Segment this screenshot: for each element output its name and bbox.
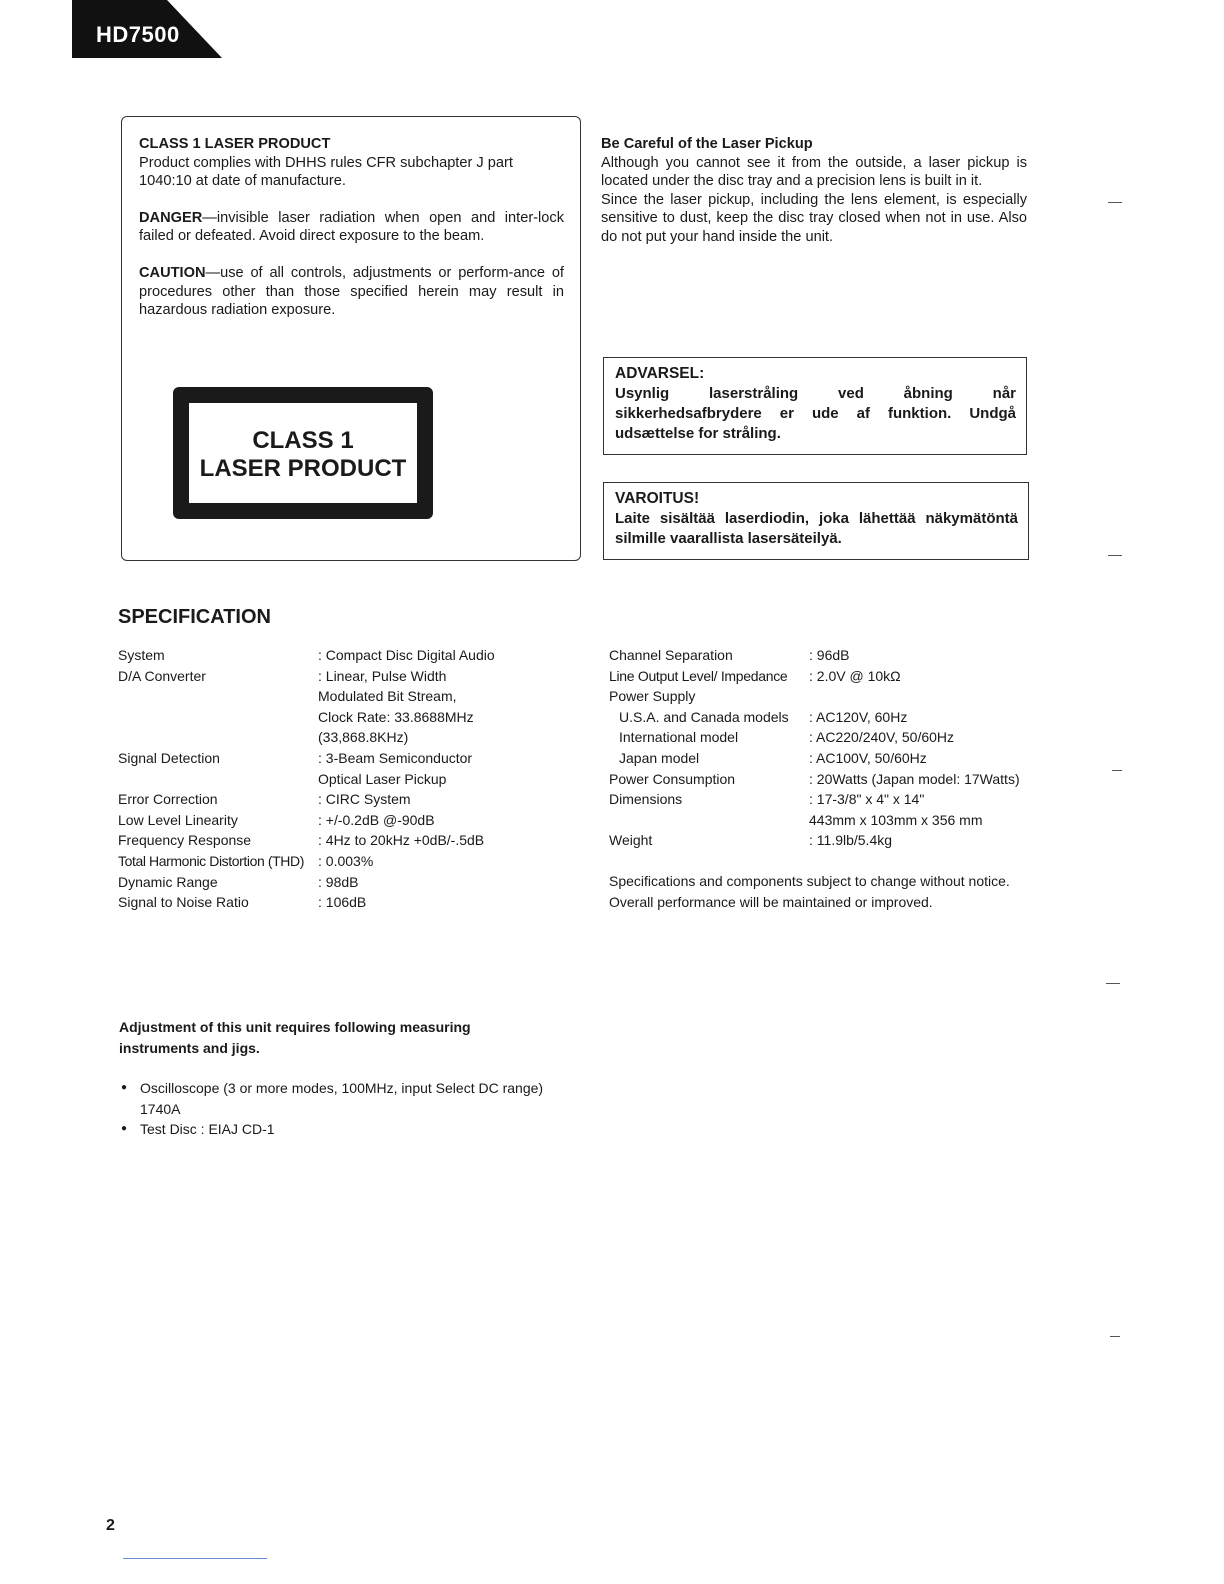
laser-pickup-title: Be Careful of the Laser Pickup: [601, 136, 813, 152]
spec-label: Weight: [609, 832, 653, 849]
bullet-icon: ●: [121, 1082, 128, 1093]
spec-label: Power Consumption: [609, 770, 736, 787]
spec-label: Signal to Noise Ratio: [118, 894, 249, 911]
label-line-2: LASER PRODUCT: [199, 455, 407, 482]
varoitus-body: Laite sisältää laserdiodin, joka lähettää näkymätöntä silmille vaarallista lasersäteilyä.: [615, 510, 1018, 547]
spec-table-right: [609, 645, 1049, 851]
advarsel-body: Usynlig laserstråling ved åbning når sikkerhedsafbrydere er ude af funktion. Undgå udsættelse for stråling.: [615, 385, 1016, 442]
spec-value: : 98dB: [318, 873, 359, 890]
spec-row: [609, 645, 1049, 666]
spec-note-line-2: Overall performance will be maintained or improved.: [609, 893, 933, 910]
spec-label: Japan model: [619, 749, 700, 766]
spec-label: Signal Detection: [118, 749, 220, 766]
spec-value: : Compact Disc Digital Audio: [318, 647, 495, 663]
varoitus-box: [603, 482, 1029, 560]
spec-row: [118, 872, 558, 893]
adjustment-list: [119, 1078, 549, 1140]
spec-row: [609, 707, 1049, 728]
laser-pickup-para-1: Although you cannot see it from the outside, a laser pickup is located under the disc tray and a precision lens is built in it.: [601, 154, 1027, 190]
spec-value: : 0.003%: [318, 852, 374, 869]
spec-note: [609, 871, 1010, 912]
class-title: CLASS 1 LASER PRODUCT: [139, 136, 331, 152]
spec-row: [609, 748, 1049, 769]
spec-row: [609, 789, 1049, 830]
spec-value: : 2.0V @ 10kΩ: [809, 667, 901, 684]
spec-label: Power Supply: [609, 688, 696, 705]
advarsel-box: [603, 357, 1027, 455]
model-number: HD7500: [96, 22, 180, 47]
spec-label: Line Output Level/ Impedance: [609, 667, 788, 684]
spec-row: [118, 851, 558, 872]
spec-value: : CIRC System: [318, 791, 411, 808]
spec-label: Channel Separation: [609, 647, 733, 663]
spec-value: : Linear, Pulse Width Modulated Bit Stream, Clock Rate: 33.8688MHz (33,868.8KHz): [318, 667, 474, 746]
spec-row: [118, 789, 558, 810]
spec-value: : 3-Beam Semiconductor Optical Laser Pickup: [318, 749, 473, 787]
spec-value: [809, 686, 1049, 707]
spec-row: [609, 686, 1049, 707]
spec-row: [118, 645, 558, 666]
laser-pickup-para-2: Since the laser pickup, including the lens element, is especially sensitive to dust, keep the disc tray closed when not in use. Also do not put your hand inside the unit.: [601, 191, 1027, 245]
spec-value: : AC120V, 60Hz: [809, 708, 908, 725]
edge-mark: [1112, 770, 1122, 771]
spec-value: : +/-0.2dB @-90dB: [318, 811, 435, 828]
caution-label: CAUTION: [139, 264, 206, 281]
specification-title: SPECIFICATION: [118, 606, 271, 628]
spec-label: Dynamic Range: [118, 873, 218, 890]
spec-value: : 11.9lb/5.4kg: [809, 832, 893, 849]
varoitus-title: VAROITUS!: [615, 490, 700, 507]
spec-label: U.S.A. and Canada models: [619, 708, 789, 725]
caution-text: —use of all controls, adjustments or perform-ance of procedures other than those specified herein may result in hazardous radiation exposure.: [139, 264, 564, 319]
spec-label: D/A Converter: [118, 667, 206, 684]
spec-value: : 17-3/8" x 4" x 14" 443mm x 103mm x 356 mm: [809, 791, 983, 828]
edge-mark: [1110, 1336, 1120, 1337]
spec-value: : 96dB: [809, 647, 850, 663]
spec-row: [118, 892, 558, 913]
class1-laser-label: [173, 387, 433, 519]
adjustment-title: Adjustment of this unit requires following measuring instruments and jigs.: [119, 1019, 471, 1056]
spec-row: [609, 666, 1049, 687]
spec-label: Error Correction: [118, 791, 218, 808]
spec-value: : 106dB: [318, 894, 367, 911]
spec-table-left: [118, 645, 558, 913]
page-number: 2: [106, 1517, 115, 1534]
spec-label: International model: [619, 729, 739, 746]
list-item: [119, 1078, 549, 1119]
spec-row: [118, 748, 558, 789]
spec-label: Frequency Response: [118, 832, 252, 849]
footer-rule: [123, 1558, 267, 1559]
spec-note-line-1: Specifications and components subject to change without notice.: [609, 873, 1010, 889]
spec-row: [609, 727, 1049, 748]
compliance-text: Product complies with DHHS rules CFR subchapter J part 1040:10 at date of manufacture.: [139, 154, 513, 190]
spec-row: [118, 810, 558, 831]
list-item: [119, 1119, 549, 1140]
spec-value: : 20Watts (Japan model: 17Watts): [809, 770, 1020, 787]
spec-label: System: [118, 647, 165, 663]
edge-mark: [1106, 983, 1120, 984]
laser-pickup-notice: [601, 135, 1027, 247]
list-item-text: Oscilloscope (3 or more modes, 100MHz, input Select DC range) 1740A: [140, 1080, 544, 1117]
spec-row: [118, 830, 558, 851]
spec-label: Total Harmonic Distortion (THD): [118, 852, 304, 869]
model-tab: [72, 0, 222, 58]
bullet-icon: ●: [121, 1123, 128, 1135]
edge-mark: [1108, 202, 1122, 203]
spec-row: [609, 769, 1049, 790]
spec-value: : 4Hz to 20kHz +0dB/-.5dB: [318, 832, 485, 849]
spec-value: : AC220/240V, 50/60Hz: [809, 729, 955, 746]
list-item-text: Test Disc : EIAJ CD-1: [140, 1121, 275, 1138]
spec-label: Dimensions: [609, 791, 683, 808]
spec-row: [609, 830, 1049, 851]
spec-row: [118, 666, 558, 748]
danger-label: DANGER: [139, 209, 203, 226]
advarsel-title: ADVARSEL:: [615, 365, 705, 382]
label-line-1: CLASS 1: [252, 427, 354, 454]
danger-text: —invisible laser radiation when open and inter-lock failed or defeated. Avoid direct exposure to the beam.: [139, 209, 564, 245]
laser-warning-text: [139, 135, 564, 338]
spec-label: Low Level Linearity: [118, 811, 238, 828]
spec-value: : AC100V, 50/60Hz: [809, 749, 927, 766]
edge-mark: [1108, 555, 1122, 556]
